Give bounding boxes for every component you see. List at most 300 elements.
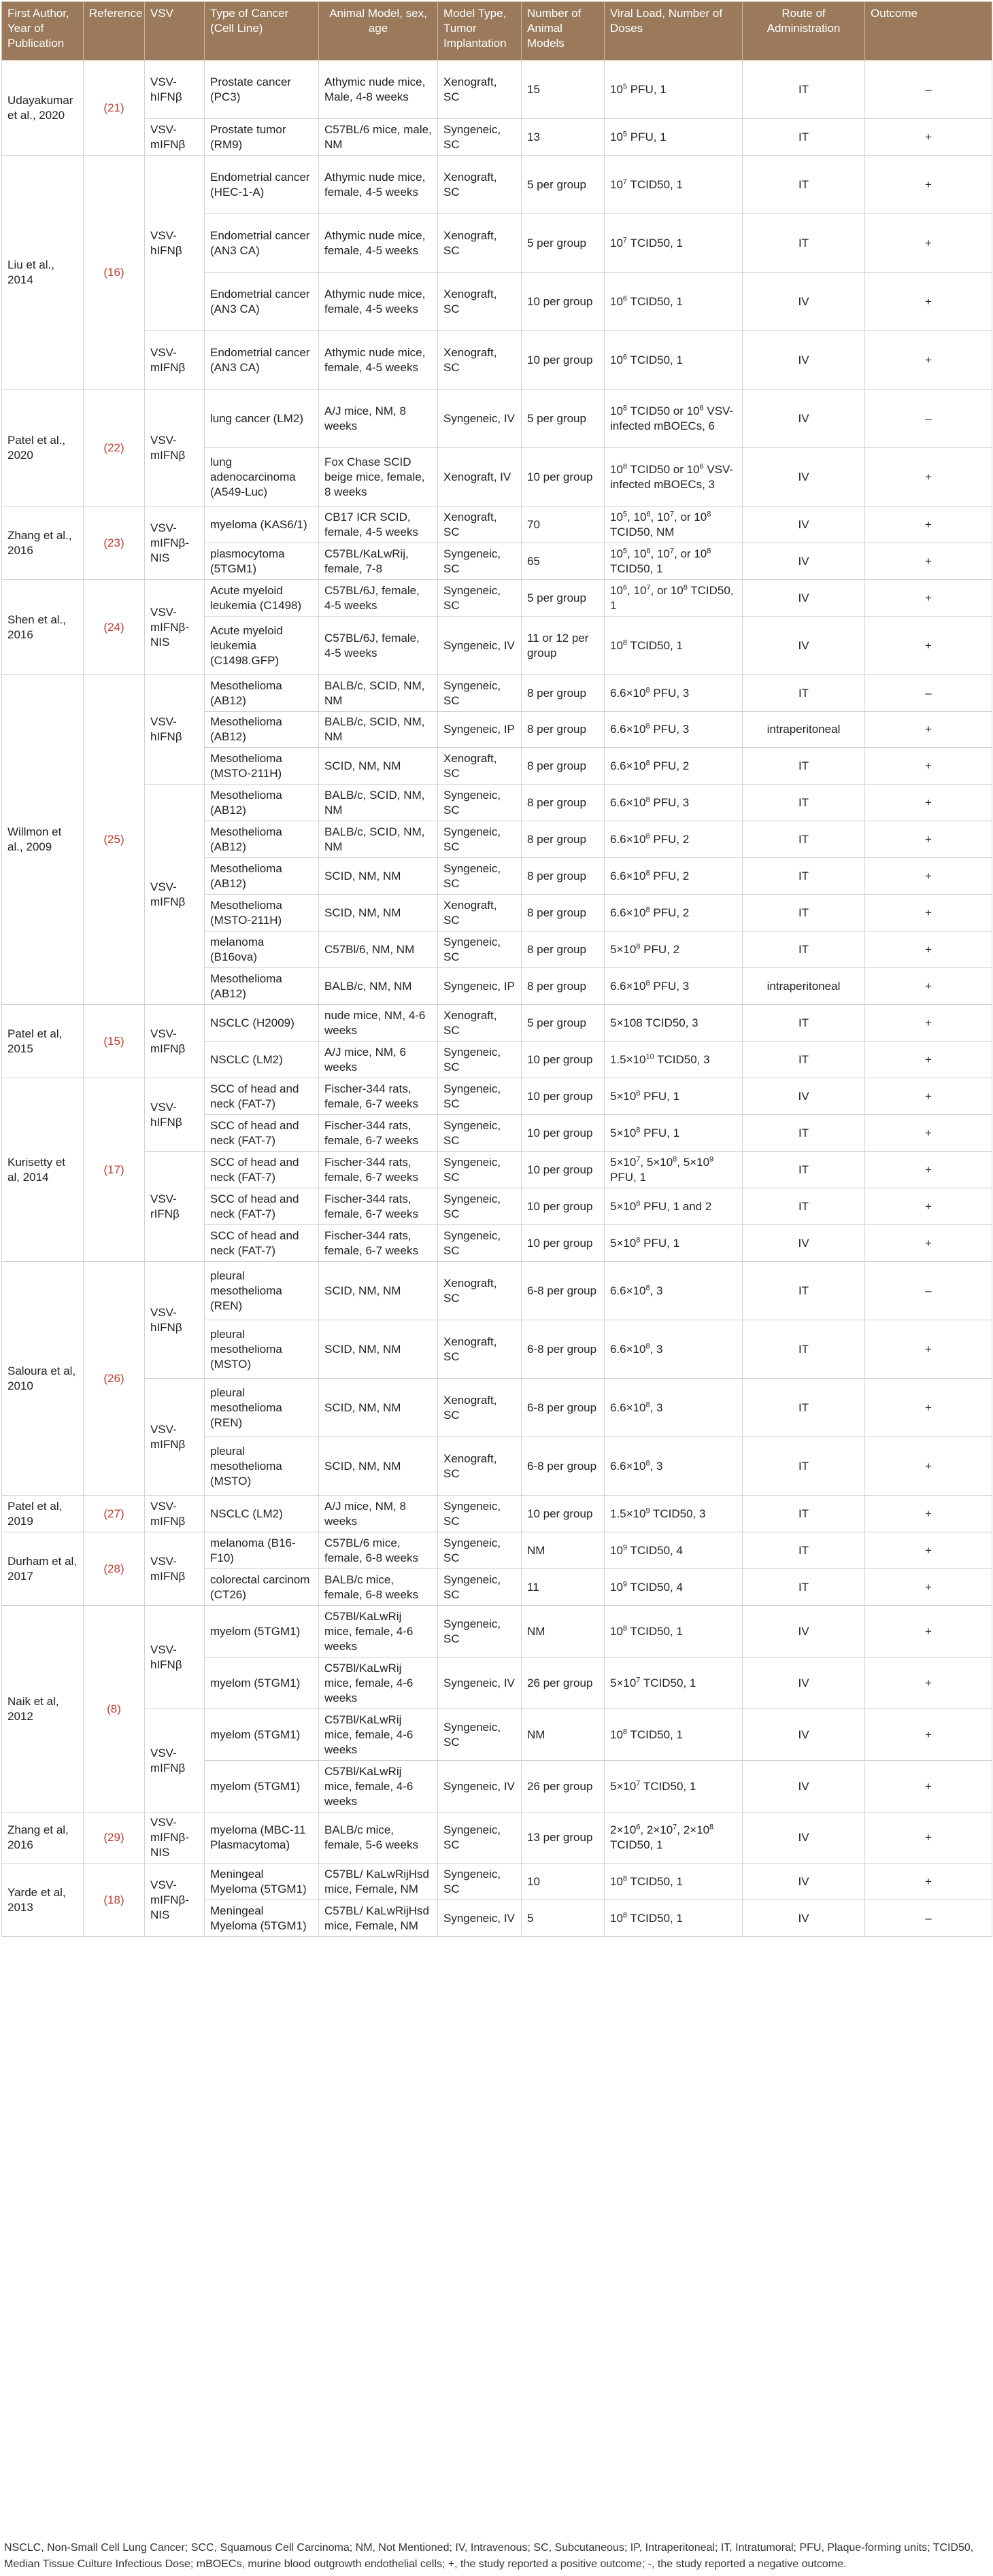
table-row: [2, 785, 992, 821]
cell-cancer: SCC of head and neck (FAT-7): [205, 1115, 319, 1152]
cell-model: Syngeneic, SC: [438, 858, 522, 895]
cell-outcome: +: [865, 785, 992, 821]
cell-author: Patel et al, 2019: [2, 1496, 84, 1532]
cell-cancer: SCC of head and neck (FAT-7): [205, 1152, 319, 1188]
cell-cancer: pleural mesothelioma (MSTO): [205, 1320, 319, 1379]
cell-author: Yarde et al, 2013: [2, 1864, 84, 1937]
cell-author: Udayakumar et al., 2020: [2, 61, 84, 156]
cell-count: 10 per group: [522, 1078, 605, 1115]
cell-vsv: VSV-mIFNβ-NIS: [145, 1813, 205, 1864]
cell-animal: C57BL/6J, female, 4-5 weeks: [319, 617, 438, 675]
cell-vsv: VSV-mIFNβ: [145, 390, 205, 506]
cell-animal: Fischer-344 rats, female, 6-7 weeks: [319, 1078, 438, 1115]
cell-animal: nude mice, NM, 4-6 weeks: [319, 1005, 438, 1042]
cell-load: $10^8$ TCID50 or $10^6$ VSV-infected mBOECs, 3: [605, 448, 743, 506]
col-header-reference: Reference: [84, 2, 145, 61]
cell-outcome: –: [865, 675, 992, 712]
cell-load: $5\times 10^8$ PFU, 1: [605, 1225, 743, 1262]
cell-outcome: +: [865, 858, 992, 895]
cell-author: Zhang et al., 2016: [2, 506, 84, 580]
table-row: [2, 1152, 992, 1188]
cell-count: 8 per group: [522, 821, 605, 858]
cell-model: Syngeneic, SC: [438, 1606, 522, 1658]
cell-model: Xenograft, SC: [438, 273, 522, 331]
cell-load: $2\times 10^6$, $2\times 10^7$, $2\times 10^8$ TCID50, 1: [605, 1813, 743, 1864]
cell-count: 8 per group: [522, 968, 605, 1005]
cell-outcome: +: [865, 1658, 992, 1709]
cell-load: $6.6\times 10^8$, 3: [605, 1437, 743, 1496]
cell-outcome: +: [865, 617, 992, 675]
cell-outcome: +: [865, 273, 992, 331]
cell-model: Syngeneic, SC: [438, 1813, 522, 1864]
cell-model: Syngeneic, SC: [438, 785, 522, 821]
cell-route: IT: [743, 1188, 865, 1225]
cell-model: Syngeneic, SC: [438, 1152, 522, 1188]
col-header-load: Viral Load, Number of Doses: [605, 2, 743, 61]
cell-cancer: Endometrial cancer (AN3 CA): [205, 331, 319, 390]
cell-author: Willmon et al., 2009: [2, 675, 84, 1005]
table-row: [2, 1864, 992, 1900]
cell-route: intraperitoneal: [743, 968, 865, 1005]
cell-model: Syngeneic, SC: [438, 931, 522, 968]
cell-cancer: NSCLC (LM2): [205, 1042, 319, 1078]
cell-animal: BALB/c mice, female, 6-8 weeks: [319, 1569, 438, 1606]
cell-cancer: Endometrial cancer (HEC-1-A): [205, 156, 319, 214]
table-row: [2, 156, 992, 214]
cell-model: Syngeneic, SC: [438, 1115, 522, 1152]
cell-route: IV: [743, 1658, 865, 1709]
cell-animal: Athymic nude mice, female, 4-5 weeks: [319, 156, 438, 214]
cell-cancer: Mesothelioma (MSTO-211H): [205, 895, 319, 931]
cell-route: IV: [743, 1078, 865, 1115]
cell-load: $5\times 10^8$ PFU, 2: [605, 931, 743, 968]
cell-outcome: +: [865, 821, 992, 858]
cell-cancer: Mesothelioma (AB12): [205, 858, 319, 895]
cell-animal: SCID, NM, NM: [319, 1262, 438, 1320]
cell-animal: A/J mice, NM, 8 weeks: [319, 390, 438, 448]
cell-reference: (16): [84, 156, 145, 390]
cell-cancer: myeloma (KAS6/1): [205, 506, 319, 543]
cell-animal: Athymic nude mice, female, 4-5 weeks: [319, 273, 438, 331]
cell-load: $10^8$ TCID50, 1: [605, 1864, 743, 1900]
cell-count: 10 per group: [522, 1115, 605, 1152]
cell-animal: C57BL/6 mice, female, 6-8 weeks: [319, 1532, 438, 1569]
cell-vsv: VSV-mIFNβ-NIS: [145, 506, 205, 580]
cell-model: Syngeneic, SC: [438, 675, 522, 712]
cell-route: IT: [743, 1262, 865, 1320]
cell-route: IV: [743, 580, 865, 617]
cell-cancer: myeloma (MBC-11 Plasmacytoma): [205, 1813, 319, 1864]
cell-outcome: +: [865, 1152, 992, 1188]
cell-author: Liu et al., 2014: [2, 156, 84, 390]
cell-cancer: colorectal carcinom (CT26): [205, 1569, 319, 1606]
cell-cancer: melanoma (B16-F10): [205, 1532, 319, 1569]
cell-outcome: +: [865, 506, 992, 543]
cell-reference: (21): [84, 61, 145, 156]
cell-model: Syngeneic, SC: [438, 1225, 522, 1262]
cell-count: 10 per group: [522, 273, 605, 331]
cell-load: $6.6\times 10^8$, 3: [605, 1262, 743, 1320]
cell-outcome: +: [865, 1569, 992, 1606]
cell-cancer: Prostate tumor (RM9): [205, 119, 319, 156]
cell-vsv: VSV-mIFNβ: [145, 1379, 205, 1496]
cell-load: $10^8$ TCID50, 1: [605, 1900, 743, 1937]
col-header-model: Model Type, Tumor Implantation: [438, 2, 522, 61]
cell-model: Syngeneic, SC: [438, 580, 522, 617]
cell-route: IV: [743, 1900, 865, 1937]
table-row: [2, 1709, 992, 1761]
cell-reference: (28): [84, 1532, 145, 1606]
cell-route: IV: [743, 1864, 865, 1900]
cell-animal: CB17 ICR SCID, female, 4-5 weeks: [319, 506, 438, 543]
cell-count: 8 per group: [522, 748, 605, 785]
cell-cancer: pleural mesothelioma (REN): [205, 1379, 319, 1437]
cell-route: IT: [743, 61, 865, 119]
cell-cancer: SCC of head and neck (FAT-7): [205, 1225, 319, 1262]
cell-model: Xenograft, SC: [438, 61, 522, 119]
cell-outcome: –: [865, 1262, 992, 1320]
cell-route: IT: [743, 1569, 865, 1606]
cell-cancer: NSCLC (H2009): [205, 1005, 319, 1042]
cell-model: Syngeneic, IV: [438, 617, 522, 675]
cell-outcome: +: [865, 1078, 992, 1115]
cell-load: $6.6\times 10^8$ PFU, 3: [605, 968, 743, 1005]
cell-reference: (17): [84, 1078, 145, 1262]
table-row: [2, 119, 992, 156]
cell-author: Durham et al, 2017: [2, 1532, 84, 1606]
cell-outcome: +: [865, 580, 992, 617]
cell-count: 8 per group: [522, 712, 605, 748]
cell-route: IT: [743, 895, 865, 931]
cell-count: 13: [522, 119, 605, 156]
cell-cancer: Acute myeloid leukemia (C1498): [205, 580, 319, 617]
col-header-animal: Animal Model, sex, age: [319, 2, 438, 61]
cell-cancer: SCC of head and neck (FAT-7): [205, 1188, 319, 1225]
cell-route: IV: [743, 1709, 865, 1761]
cell-route: IT: [743, 1005, 865, 1042]
cell-route: IT: [743, 1320, 865, 1379]
cell-animal: C57BL/ KaLwRijHsd mice, Female, NM: [319, 1864, 438, 1900]
cell-animal: A/J mice, NM, 8 weeks: [319, 1496, 438, 1532]
cell-animal: BALB/c, NM, NM: [319, 968, 438, 1005]
cell-animal: C57BL/6 mice, male, NM: [319, 119, 438, 156]
cell-animal: BALB/c, SCID, NM, NM: [319, 712, 438, 748]
cell-outcome: +: [865, 156, 992, 214]
cell-model: Syngeneic, IV: [438, 1761, 522, 1813]
cell-outcome: +: [865, 543, 992, 580]
cell-load: $5\times 10^8$ PFU, 1: [605, 1115, 743, 1152]
cell-load: $1.5\times 10^9$ TCID50, 3: [605, 1496, 743, 1532]
cell-animal: SCID, NM, NM: [319, 748, 438, 785]
cell-load: $10^6$, $10^7$, or $10^8$ TCID50, 1: [605, 580, 743, 617]
cell-cancer: myelom (5TGM1): [205, 1606, 319, 1658]
col-header-author: First Author, Year of Publication: [2, 2, 84, 61]
cell-vsv: VSV-mIFNβ: [145, 785, 205, 1005]
cell-load: $6.6\times 10^8$, 3: [605, 1320, 743, 1379]
cell-model: Syngeneic, IP: [438, 712, 522, 748]
cell-load: $10^7$ TCID50, 1: [605, 214, 743, 273]
cell-vsv: VSV-mIFNβ: [145, 331, 205, 390]
cell-model: Syngeneic, SC: [438, 1569, 522, 1606]
table-row: [2, 675, 992, 712]
cell-count: 5 per group: [522, 214, 605, 273]
cell-load: $6.6\times 10^8$ PFU, 2: [605, 858, 743, 895]
cell-outcome: +: [865, 448, 992, 506]
cell-reference: (22): [84, 390, 145, 506]
cell-cancer: Mesothelioma (AB12): [205, 785, 319, 821]
cell-outcome: +: [865, 1115, 992, 1152]
cell-vsv: VSV-hIFNβ: [145, 1078, 205, 1152]
cell-animal: Fischer-344 rats, female, 6-7 weeks: [319, 1152, 438, 1188]
cell-outcome: +: [865, 1813, 992, 1864]
table-row: [2, 1078, 992, 1115]
cell-model: Syngeneic, IP: [438, 968, 522, 1005]
cell-outcome: +: [865, 1532, 992, 1569]
cell-route: IV: [743, 543, 865, 580]
cell-route: IV: [743, 1606, 865, 1658]
cell-route: IT: [743, 1496, 865, 1532]
cell-model: Xenograft, SC: [438, 331, 522, 390]
cell-cancer: pleural mesothelioma (REN): [205, 1262, 319, 1320]
cell-model: Xenograft, SC: [438, 895, 522, 931]
table-footnote: NSCLC, Non-Small Cell Lung Cancer; SCC, Squamous Cell Carcinoma; NM, Not Mentioned; IV, Intravenous; SC, Subcutaneous; IP, Intraperitoneal; IT, Intratumoral; PFU, Plaque-forming units; TCID50, Median Tissue Culture Infectious Dose; mBOECs, murine blood outgrowth endothelial cells; +, the study reported a positive outcome; -, the study reported a negative outcome.: [4, 2542, 974, 2570]
cell-load: $6.6\times 10^8$ PFU, 2: [605, 895, 743, 931]
cell-animal: SCID, NM, NM: [319, 1320, 438, 1379]
cell-model: Syngeneic, SC: [438, 1078, 522, 1115]
cell-vsv: VSV-hIFNβ: [145, 675, 205, 785]
cell-reference: (15): [84, 1005, 145, 1078]
cell-animal: BALB/c mice, female, 5-6 weeks: [319, 1813, 438, 1864]
cell-route: IV: [743, 390, 865, 448]
cell-count: 10: [522, 1864, 605, 1900]
cell-count: 11: [522, 1569, 605, 1606]
cell-author: Patel et al, 2015: [2, 1005, 84, 1078]
cell-load: $10^8$ TCID50 or $10^6$ VSV-infected mBOECs, 6: [605, 390, 743, 448]
cell-route: IT: [743, 931, 865, 968]
cell-count: 5 per group: [522, 390, 605, 448]
cell-outcome: +: [865, 1379, 992, 1437]
cell-cancer: pleural mesothelioma (MSTO): [205, 1437, 319, 1496]
cell-load: $6.6\times 10^8$ PFU, 3: [605, 785, 743, 821]
cell-animal: Athymic nude mice, Male, 4-8 weeks: [319, 61, 438, 119]
cell-load: $6.6\times 10^8$ PFU, 3: [605, 675, 743, 712]
cell-cancer: Mesothelioma (AB12): [205, 968, 319, 1005]
cell-count: 70: [522, 506, 605, 543]
cell-load: $5\times 10^8$ PFU, 1: [605, 1078, 743, 1115]
cell-load: $10^9$ TCID50, 4: [605, 1569, 743, 1606]
studies-table: [1, 1, 992, 1937]
cell-vsv: VSV-hIFNβ: [145, 61, 205, 119]
cell-outcome: +: [865, 1188, 992, 1225]
cell-outcome: +: [865, 895, 992, 931]
cell-model: Syngeneic, IV: [438, 1900, 522, 1937]
cell-author: Patel et al., 2020: [2, 390, 84, 506]
cell-animal: C57Bl/KaLwRij mice, female, 4-6 weeks: [319, 1658, 438, 1709]
cell-cancer: Endometrial cancer (AN3 CA): [205, 214, 319, 273]
cell-reference: (27): [84, 1496, 145, 1532]
cell-count: 13 per group: [522, 1813, 605, 1864]
cell-load: 5×108 TCID50, 3: [605, 1005, 743, 1042]
cell-count: 5 per group: [522, 580, 605, 617]
cell-model: Xenograft, SC: [438, 214, 522, 273]
cell-count: 6-8 per group: [522, 1320, 605, 1379]
cell-cancer: myelom (5TGM1): [205, 1709, 319, 1761]
cell-load: $10^5$ PFU, 1: [605, 119, 743, 156]
cell-outcome: +: [865, 1864, 992, 1900]
cell-load: $10^9$ TCID50, 4: [605, 1532, 743, 1569]
cell-animal: Fox Chase SCID beige mice, female, 8 weeks: [319, 448, 438, 506]
table-row: [2, 580, 992, 617]
cell-load: $10^8$ TCID50, 1: [605, 617, 743, 675]
table-row: [2, 331, 992, 390]
cell-outcome: +: [865, 331, 992, 390]
col-header-count: Number of Animal Models: [522, 2, 605, 61]
cell-animal: BALB/c, SCID, NM, NM: [319, 821, 438, 858]
cell-route: IV: [743, 1813, 865, 1864]
cell-animal: C57Bl/6, NM, NM: [319, 931, 438, 968]
cell-model: Xenograft, SC: [438, 1320, 522, 1379]
cell-model: Xenograft, SC: [438, 156, 522, 214]
table-row: [2, 1005, 992, 1042]
cell-count: 26 per group: [522, 1658, 605, 1709]
cell-load: $10^5$, $10^6$, $10^7$, or $10^8$ TCID50, NM: [605, 506, 743, 543]
cell-route: IT: [743, 1115, 865, 1152]
cell-animal: Fischer-344 rats, female, 6-7 weeks: [319, 1115, 438, 1152]
cell-count: 10 per group: [522, 1496, 605, 1532]
cell-model: Syngeneic, SC: [438, 1042, 522, 1078]
cell-count: 10 per group: [522, 331, 605, 390]
cell-load: $10^5$ PFU, 1: [605, 61, 743, 119]
cell-load: $10^8$ TCID50, 1: [605, 1709, 743, 1761]
cell-reference: (8): [84, 1606, 145, 1813]
cell-count: NM: [522, 1532, 605, 1569]
cell-animal: Fischer-344 rats, female, 6-7 weeks: [319, 1225, 438, 1262]
cell-model: Syngeneic, IV: [438, 390, 522, 448]
cell-cancer: Prostate cancer (PC3): [205, 61, 319, 119]
table-row: [2, 1379, 992, 1437]
cell-route: IT: [743, 858, 865, 895]
cell-model: Syngeneic, SC: [438, 1188, 522, 1225]
cell-vsv: VSV-rIFNβ: [145, 1152, 205, 1262]
cell-load: $6.6\times 10^8$, 3: [605, 1379, 743, 1437]
cell-outcome: +: [865, 748, 992, 785]
table-row: [2, 1262, 992, 1320]
cell-cancer: SCC of head and neck (FAT-7): [205, 1078, 319, 1115]
cell-model: Syngeneic, SC: [438, 821, 522, 858]
cell-cancer: Endometrial cancer (AN3 CA): [205, 273, 319, 331]
cell-cancer: myelom (5TGM1): [205, 1658, 319, 1709]
cell-cancer: NSCLC (LM2): [205, 1496, 319, 1532]
cell-animal: SCID, NM, NM: [319, 895, 438, 931]
cell-route: IT: [743, 1532, 865, 1569]
cell-count: 10 per group: [522, 448, 605, 506]
cell-load: $6.6\times 10^8$ PFU, 2: [605, 748, 743, 785]
cell-count: 11 or 12 per group: [522, 617, 605, 675]
cell-cancer: lung cancer (LM2): [205, 390, 319, 448]
cell-model: Xenograft, IV: [438, 448, 522, 506]
cell-route: IV: [743, 331, 865, 390]
cell-cancer: Meningeal Myeloma (5TGM1): [205, 1900, 319, 1937]
cell-model: Xenograft, SC: [438, 1379, 522, 1437]
table-row: [2, 61, 992, 119]
cell-author: Kurisetty et al, 2014: [2, 1078, 84, 1262]
cell-animal: C57BL/KaLwRij, female, 7-8: [319, 543, 438, 580]
cell-model: Syngeneic, SC: [438, 119, 522, 156]
cell-reference: (29): [84, 1813, 145, 1864]
cell-count: 6-8 per group: [522, 1262, 605, 1320]
col-header-outcome: Outcome: [865, 2, 992, 61]
cell-count: 10 per group: [522, 1042, 605, 1078]
cell-outcome: +: [865, 1496, 992, 1532]
cell-outcome: +: [865, 1320, 992, 1379]
table-row: [2, 390, 992, 448]
cell-route: IV: [743, 448, 865, 506]
cell-route: IT: [743, 214, 865, 273]
col-header-cancer: Type of Cancer (Cell Line): [205, 2, 319, 61]
table-body: [2, 61, 992, 1937]
cell-vsv: VSV-hIFNβ: [145, 156, 205, 331]
cell-outcome: +: [865, 1709, 992, 1761]
cell-vsv: VSV-hIFNβ: [145, 1606, 205, 1709]
cell-route: IV: [743, 617, 865, 675]
cell-count: NM: [522, 1709, 605, 1761]
cell-animal: C57BL/ KaLwRijHsd mice, Female, NM: [319, 1900, 438, 1937]
cell-route: IT: [743, 156, 865, 214]
cell-route: IT: [743, 821, 865, 858]
cell-count: 5 per group: [522, 156, 605, 214]
cell-animal: Athymic nude mice, female, 4-5 weeks: [319, 214, 438, 273]
cell-route: IV: [743, 1225, 865, 1262]
cell-model: Syngeneic, SC: [438, 1532, 522, 1569]
cell-count: 10 per group: [522, 1225, 605, 1262]
cell-load: $6.6\times 10^8$ PFU, 2: [605, 821, 743, 858]
cell-count: 8 per group: [522, 931, 605, 968]
cell-reference: (23): [84, 506, 145, 580]
cell-outcome: +: [865, 119, 992, 156]
cell-reference: (24): [84, 580, 145, 675]
cell-author: Saloura et al, 2010: [2, 1262, 84, 1496]
cell-animal: C57BL/6J, female, 4-5 weeks: [319, 580, 438, 617]
cell-route: intraperitoneal: [743, 712, 865, 748]
cell-model: Syngeneic, SC: [438, 1709, 522, 1761]
cell-count: NM: [522, 1606, 605, 1658]
cell-route: IT: [743, 1379, 865, 1437]
cell-outcome: +: [865, 1005, 992, 1042]
col-header-vsv: VSV: [145, 2, 205, 61]
cell-cancer: Mesothelioma (AB12): [205, 712, 319, 748]
cell-outcome: +: [865, 1437, 992, 1496]
cell-author: Zhang et al, 2016: [2, 1813, 84, 1864]
cell-cancer: lung adenocarcinoma (A549-Luc): [205, 448, 319, 506]
cell-cancer: Meningeal Myeloma (5TGM1): [205, 1864, 319, 1900]
cell-outcome: +: [865, 214, 992, 273]
cell-model: Xenograft, SC: [438, 1005, 522, 1042]
cell-load: $6.6\times 10^8$ PFU, 3: [605, 712, 743, 748]
cell-vsv: VSV-mIFNβ: [145, 119, 205, 156]
cell-load: $5\times 10^8$ PFU, 1 and 2: [605, 1188, 743, 1225]
cell-route: IV: [743, 506, 865, 543]
cell-route: IT: [743, 119, 865, 156]
cell-route: IT: [743, 785, 865, 821]
table-row: [2, 506, 992, 543]
cell-route: IT: [743, 748, 865, 785]
cell-author: Shen et al., 2016: [2, 580, 84, 675]
cell-route: IV: [743, 1761, 865, 1813]
cell-outcome: +: [865, 1225, 992, 1262]
cell-load: $5\times 10^7$ TCID50, 1: [605, 1761, 743, 1813]
cell-outcome: +: [865, 968, 992, 1005]
cell-vsv: VSV-mIFNβ-NIS: [145, 1864, 205, 1937]
